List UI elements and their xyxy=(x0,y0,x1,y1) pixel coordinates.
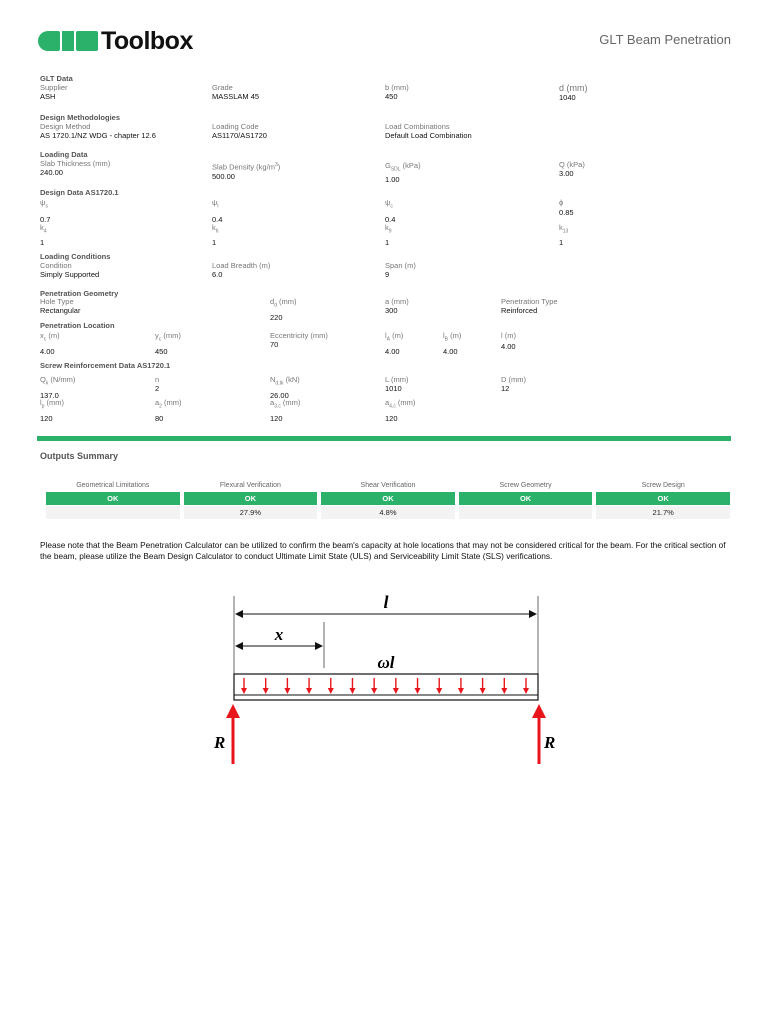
slab-density-field xyxy=(212,161,280,181)
lp-label xyxy=(40,398,64,412)
k6-sub: 6 xyxy=(215,228,219,235)
slab-density-label xyxy=(212,161,280,172)
k6-value: 1 xyxy=(212,237,217,247)
span-value: 9 xyxy=(385,270,390,279)
xc-field xyxy=(40,331,60,356)
design-method-field xyxy=(40,122,156,140)
calculator-note: Please note that the Beam Penetration Calculator can be utilized to confirm the beam's capacity at hole locations that may not be considered critical for the beam. For the critical section of the beam, please utilize the Beam Design Calculator to conduct Ultimate Limit State (ULS) and Serviceability Limit State (SLS) verifications. xyxy=(40,540,726,561)
q-value: 3.00 xyxy=(559,169,574,178)
load-combinations-value: Default Load Combination xyxy=(385,131,472,140)
yc-symbol: y xyxy=(155,331,159,340)
toolbox-logo xyxy=(38,28,193,54)
psi-l-sub: l xyxy=(217,203,219,210)
ndtk-field xyxy=(270,375,300,400)
slab-thickness-field xyxy=(40,159,110,177)
ndtk-label xyxy=(270,375,300,389)
a3c-label xyxy=(270,398,300,412)
design-method-value: AS 1720.1/NZ WDG - chapter 12.6 xyxy=(40,131,156,140)
load-breadth-value: 6.0 xyxy=(212,270,223,279)
psi-c-value: 0.4 xyxy=(385,214,396,224)
k4-label xyxy=(40,223,47,237)
condition-value: Simply Supported xyxy=(40,270,100,279)
la-sub: A xyxy=(386,336,391,343)
b-label: b (mm) xyxy=(385,83,409,92)
screw-diameter-label: D (mm) xyxy=(501,375,526,384)
a2-label xyxy=(155,398,182,412)
psi-s-label xyxy=(40,198,50,212)
k9-symbol: k xyxy=(385,223,389,232)
output-screw-geometry xyxy=(459,479,593,519)
k13-value: 1 xyxy=(559,237,564,247)
slab-density-close: ) xyxy=(277,162,281,172)
design-methodologies-heading: Design Methodologies xyxy=(40,113,121,122)
a-label: a (mm) xyxy=(385,297,409,306)
k13-symbol: k xyxy=(559,223,563,232)
output-value: 4.8% xyxy=(321,506,455,519)
load-combinations-field xyxy=(385,122,472,140)
la-unit: (m) xyxy=(390,331,404,340)
a2-value: 80 xyxy=(155,413,164,423)
a-field xyxy=(385,297,409,315)
lp-value: 120 xyxy=(40,413,53,423)
output-value: 27.9% xyxy=(184,506,318,519)
condition-label: Condition xyxy=(40,261,72,270)
lb-sub: B xyxy=(444,336,449,343)
output-shear-verification xyxy=(321,479,455,519)
supplier-field xyxy=(40,83,68,101)
b-value: 450 xyxy=(385,92,398,101)
load-symbol: ωl xyxy=(377,653,395,672)
supplier-value: ASH xyxy=(40,92,56,101)
psi-c-symbol: ψ xyxy=(385,198,391,207)
a2-field xyxy=(155,398,182,423)
penetration-type-label: Penetration Type xyxy=(501,297,558,306)
grade-field xyxy=(212,83,259,101)
hole-type-field xyxy=(40,297,80,315)
xc-sub: c xyxy=(43,336,47,343)
k4-field xyxy=(40,223,47,247)
a4c-unit: (mm) xyxy=(395,398,416,407)
gsdl-unit: (kPa) xyxy=(400,161,421,170)
right-reaction-symbol: R xyxy=(544,733,556,752)
a2-sub: 2 xyxy=(159,403,162,410)
slab-density-sup: 3 xyxy=(274,162,278,168)
xc-value: 4.00 xyxy=(40,346,55,356)
a-value: 300 xyxy=(385,306,398,315)
psi-l-label xyxy=(212,198,222,212)
penetration-type-value: Reinforced xyxy=(501,306,538,315)
glt-data-heading: GLT Data xyxy=(40,74,73,83)
k9-value: 1 xyxy=(385,237,390,247)
d-value: 1040 xyxy=(559,93,576,102)
screw-length-label: L (mm) xyxy=(385,375,409,384)
psi-s-value: 0.7 xyxy=(40,214,51,224)
a3c-unit: (mm) xyxy=(280,398,301,407)
slab-density-label-text: Slab Density (kg/m xyxy=(212,162,275,172)
left-reaction-arrow xyxy=(226,704,240,764)
qk-label xyxy=(40,375,75,389)
k4-symbol: k xyxy=(40,223,44,232)
section-divider xyxy=(37,436,731,441)
qk-unit: (N/mm) xyxy=(48,375,76,384)
outputs-summary-title: Outputs Summary xyxy=(40,451,119,461)
a3c-field xyxy=(270,398,300,423)
screw-diameter-field xyxy=(501,375,526,393)
output-status-badge: OK xyxy=(459,492,593,505)
loading-data-heading: Loading Data xyxy=(40,150,88,159)
gsdl-sub: SDL xyxy=(390,166,401,173)
slab-thickness-value: 240.00 xyxy=(40,168,63,177)
k13-label xyxy=(559,223,568,237)
eccentricity-value: 70 xyxy=(270,340,279,349)
k6-label xyxy=(212,223,219,237)
output-head: Shear Verification xyxy=(360,482,416,489)
penetration-geometry-heading: Penetration Geometry xyxy=(40,289,119,298)
output-status-badge: OK xyxy=(46,492,180,505)
la-field xyxy=(385,331,403,356)
psi-l-symbol: ψ xyxy=(212,198,218,207)
condition-field xyxy=(40,261,99,279)
k4-sub: 4 xyxy=(43,228,47,235)
span-field xyxy=(385,261,416,279)
output-value xyxy=(46,506,180,519)
a3c-symbol: a xyxy=(270,398,275,407)
phi-value: 0.85 xyxy=(559,208,574,217)
output-head: Geometrical Limitations xyxy=(76,482,150,489)
l-value: 4.00 xyxy=(501,342,516,351)
b-field xyxy=(385,83,409,101)
qk-symbol: Q xyxy=(40,375,46,384)
k9-sub: 9 xyxy=(388,228,392,235)
grade-label: Grade xyxy=(212,83,233,92)
n-label: n xyxy=(155,375,160,384)
loading-code-label: Loading Code xyxy=(212,122,259,131)
loading-conditions-heading: Loading Conditions xyxy=(40,252,111,261)
loading-code-value: AS1170/AS1720 xyxy=(212,131,267,140)
output-geometrical-limitations xyxy=(46,479,180,519)
logo-text: Toolbox xyxy=(101,26,193,55)
qk-field xyxy=(40,375,75,400)
psi-l-field xyxy=(212,198,222,224)
n-value: 2 xyxy=(155,384,160,393)
yc-sub: c xyxy=(158,336,162,343)
psi-s-sub: s xyxy=(45,203,48,210)
lb-field xyxy=(443,331,461,356)
psi-s-field xyxy=(40,198,50,224)
output-value: 21.7% xyxy=(596,506,730,519)
xc-label xyxy=(40,331,60,345)
xc-symbol: x xyxy=(40,331,44,340)
psi-c-label xyxy=(385,198,395,212)
beam xyxy=(234,674,538,700)
output-head: Screw Design xyxy=(641,482,685,489)
a4c-value: 120 xyxy=(385,413,398,423)
span-label: Span (m) xyxy=(385,261,416,270)
lp-field xyxy=(40,398,64,423)
load-breadth-label: Load Breadth (m) xyxy=(212,261,271,270)
gsdl-field xyxy=(385,161,421,184)
k9-field xyxy=(385,223,392,247)
a4c-field xyxy=(385,398,415,423)
output-head: Flexural Verification xyxy=(219,482,281,489)
q-field xyxy=(559,160,585,178)
glt-logo-icon xyxy=(38,31,98,51)
yc-label xyxy=(155,331,181,345)
a4c-sub: 4,c xyxy=(389,403,396,410)
load-breadth-field xyxy=(212,261,270,279)
phi-field xyxy=(559,198,574,217)
yc-field xyxy=(155,331,181,356)
hole-type-label: Hole Type xyxy=(40,297,74,306)
ndtk-sub: d,tk xyxy=(275,380,284,387)
l-label: l (m) xyxy=(501,331,516,340)
grade-value: MASSLAM 45 xyxy=(212,92,260,101)
a3c-value: 120 xyxy=(270,413,283,423)
xc-unit: (m) xyxy=(46,331,60,340)
lb-value: 4.00 xyxy=(443,346,458,356)
screw-data-heading: Screw Reinforcement Data AS1720.1 xyxy=(40,361,171,370)
output-flexural-verification xyxy=(184,479,318,519)
d-field xyxy=(559,84,588,102)
left-reaction-symbol: R xyxy=(214,733,226,752)
x-symbol: x xyxy=(274,625,284,644)
output-value xyxy=(459,506,593,519)
hole-type-value: Rectangular xyxy=(40,306,81,315)
output-status-badge: OK xyxy=(321,492,455,505)
phi-label: ϕ xyxy=(559,198,564,207)
gsdl-label xyxy=(385,161,421,175)
ndtk-value: 26.00 xyxy=(270,390,289,400)
dd-label xyxy=(270,297,297,311)
l-field xyxy=(501,331,516,351)
n-field xyxy=(155,375,159,393)
dd-sub: d xyxy=(274,302,277,309)
lp-symbol: l xyxy=(40,398,42,407)
qk-sub: k xyxy=(45,380,49,387)
span-symbol: l xyxy=(383,592,389,612)
k13-sub: 13 xyxy=(562,228,569,235)
a2-symbol: a xyxy=(155,398,160,407)
k6-symbol: k xyxy=(212,223,216,232)
psi-s-symbol: ψ xyxy=(40,198,46,207)
supplier-label: Supplier xyxy=(40,83,68,92)
la-value: 4.00 xyxy=(385,346,400,356)
outputs-summary-table xyxy=(46,479,730,519)
design-data-heading: Design Data AS1720.1 xyxy=(40,188,119,197)
a3c-sub: 3,c xyxy=(274,403,281,410)
qk-value: 137.0 xyxy=(40,390,59,400)
d-label: d (mm) xyxy=(559,83,588,93)
load-combinations-label: Load Combinations xyxy=(385,122,450,131)
screw-diameter-value: 12 xyxy=(501,384,510,393)
a2-unit: (mm) xyxy=(161,398,182,407)
psi-c-sub: c xyxy=(390,203,393,210)
header xyxy=(0,0,768,70)
k6-field xyxy=(212,223,219,247)
lp-sub: p xyxy=(41,403,45,410)
ndtk-symbol: N xyxy=(270,375,276,384)
psi-l-value: 0.4 xyxy=(212,214,223,224)
beam-load-diagram xyxy=(200,588,560,778)
yc-unit: (mm) xyxy=(161,331,181,340)
output-screw-design xyxy=(596,479,730,519)
ndtk-unit: (kN) xyxy=(283,375,300,384)
q-label: Q (kPa) xyxy=(559,160,585,169)
lb-label xyxy=(443,331,461,345)
penetration-location-heading: Penetration Location xyxy=(40,321,115,330)
slab-density-value: 500.00 xyxy=(212,171,235,181)
la-symbol: l xyxy=(385,331,387,340)
lb-symbol: l xyxy=(443,331,445,340)
penetration-type-field xyxy=(501,297,558,315)
document-title: GLT Beam Penetration xyxy=(599,32,731,47)
lb-unit: (m) xyxy=(448,331,462,340)
eccentricity-field xyxy=(270,331,328,349)
a4c-label xyxy=(385,398,415,412)
screw-length-field xyxy=(385,375,408,393)
eccentricity-label: Eccentricity (mm) xyxy=(270,331,328,340)
k13-field xyxy=(559,223,568,247)
la-label xyxy=(385,331,403,345)
a4c-symbol: a xyxy=(385,398,390,407)
lp-unit: (mm) xyxy=(44,398,65,407)
output-status-badge: OK xyxy=(184,492,318,505)
dd-value: 220 xyxy=(270,312,283,322)
screw-length-value: 1010 xyxy=(385,384,402,393)
loading-code-field xyxy=(212,122,267,140)
design-method-label: Design Method xyxy=(40,122,91,131)
dd-unit: (mm) xyxy=(276,297,297,306)
dd-symbol: d xyxy=(270,297,275,306)
dd-field xyxy=(270,297,297,322)
gsdl-value: 1.00 xyxy=(385,174,400,184)
yc-value: 450 xyxy=(155,346,168,356)
slab-thickness-label: Slab Thickness (mm) xyxy=(40,159,111,168)
psi-c-field xyxy=(385,198,395,224)
output-head: Screw Geometry xyxy=(499,482,552,489)
output-status-badge: OK xyxy=(596,492,730,505)
k9-label xyxy=(385,223,392,237)
gsdl-label-text: G xyxy=(385,161,391,170)
k4-value: 1 xyxy=(40,237,45,247)
